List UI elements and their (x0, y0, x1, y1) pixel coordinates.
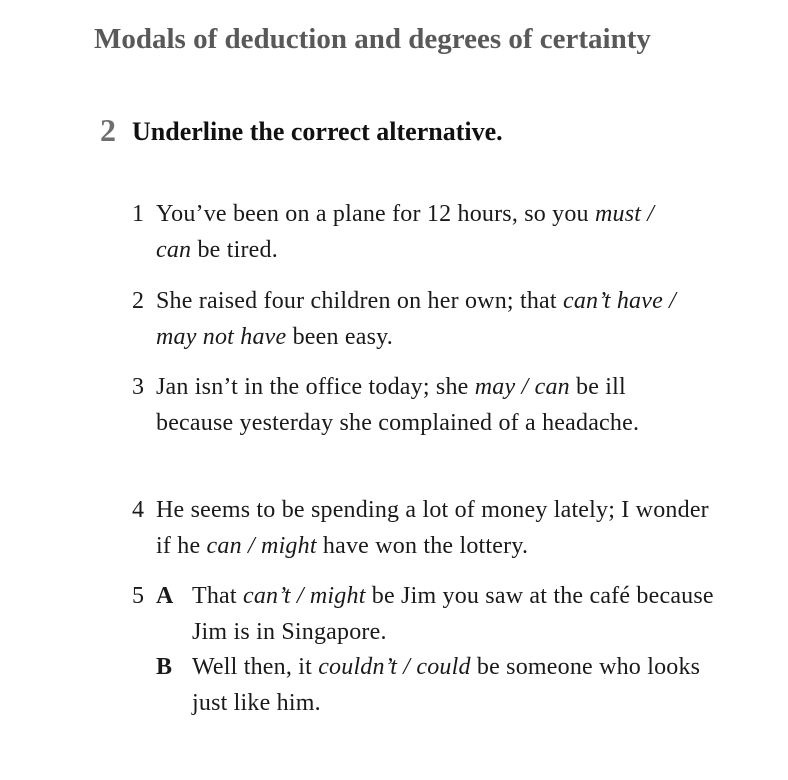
item-alternatives[interactable]: can’t have / may not have (156, 288, 676, 350)
item-text-after: be Jim you saw at the café because Jim is in Singapore. (192, 583, 714, 645)
item-sentence (156, 197, 676, 268)
speaker-a-label: A (156, 583, 174, 609)
item-text-after: be ill because yesterday she complained of a headache. (156, 374, 640, 436)
item-number: 4 (132, 497, 145, 523)
exercise-instruction: Underline the correct alternative. (132, 117, 503, 146)
item-text-after: have won the lottery. (322, 532, 529, 559)
item-text-before: You’ve been on a plane for 12 hours, so you (156, 201, 589, 227)
item-text-after: be tired. (197, 236, 278, 263)
item-number: 3 (132, 374, 145, 400)
item-number: 1 (132, 201, 145, 227)
item-sentence (156, 370, 691, 441)
item-sentence (156, 284, 706, 355)
item-text-after: been easy. (292, 323, 393, 350)
item-sentence (156, 493, 716, 564)
item-alternatives[interactable]: can’t / might (242, 583, 366, 609)
item-text-after: be someone who looks just like him. (192, 654, 701, 716)
item-text-before: Well then, it (192, 654, 312, 680)
exercise-instruction-row (100, 112, 503, 149)
speaker-b-line (192, 650, 727, 721)
section-title: Modals of deduction and degrees of certainty (94, 23, 651, 55)
exercise-number: 2 (100, 112, 116, 148)
item-text-before: He seems to be spending a lot of money lately; I wonder if he (156, 497, 709, 559)
item-alternatives[interactable]: may / can (474, 374, 570, 400)
speaker-b-label: B (156, 654, 173, 680)
item-number: 2 (132, 288, 145, 314)
speaker-a-line (192, 579, 727, 650)
item-text-before: She raised four children on her own; that (156, 288, 557, 314)
item-number: 5 (132, 583, 145, 609)
item-alternatives[interactable]: can / might (206, 532, 317, 559)
item-text-before: Jan isn’t in the office today; she (156, 374, 469, 400)
item-alternatives[interactable]: couldn’t / could (318, 654, 471, 680)
item-alternatives[interactable]: must / can (156, 201, 655, 263)
item-text-before: That (192, 583, 237, 609)
